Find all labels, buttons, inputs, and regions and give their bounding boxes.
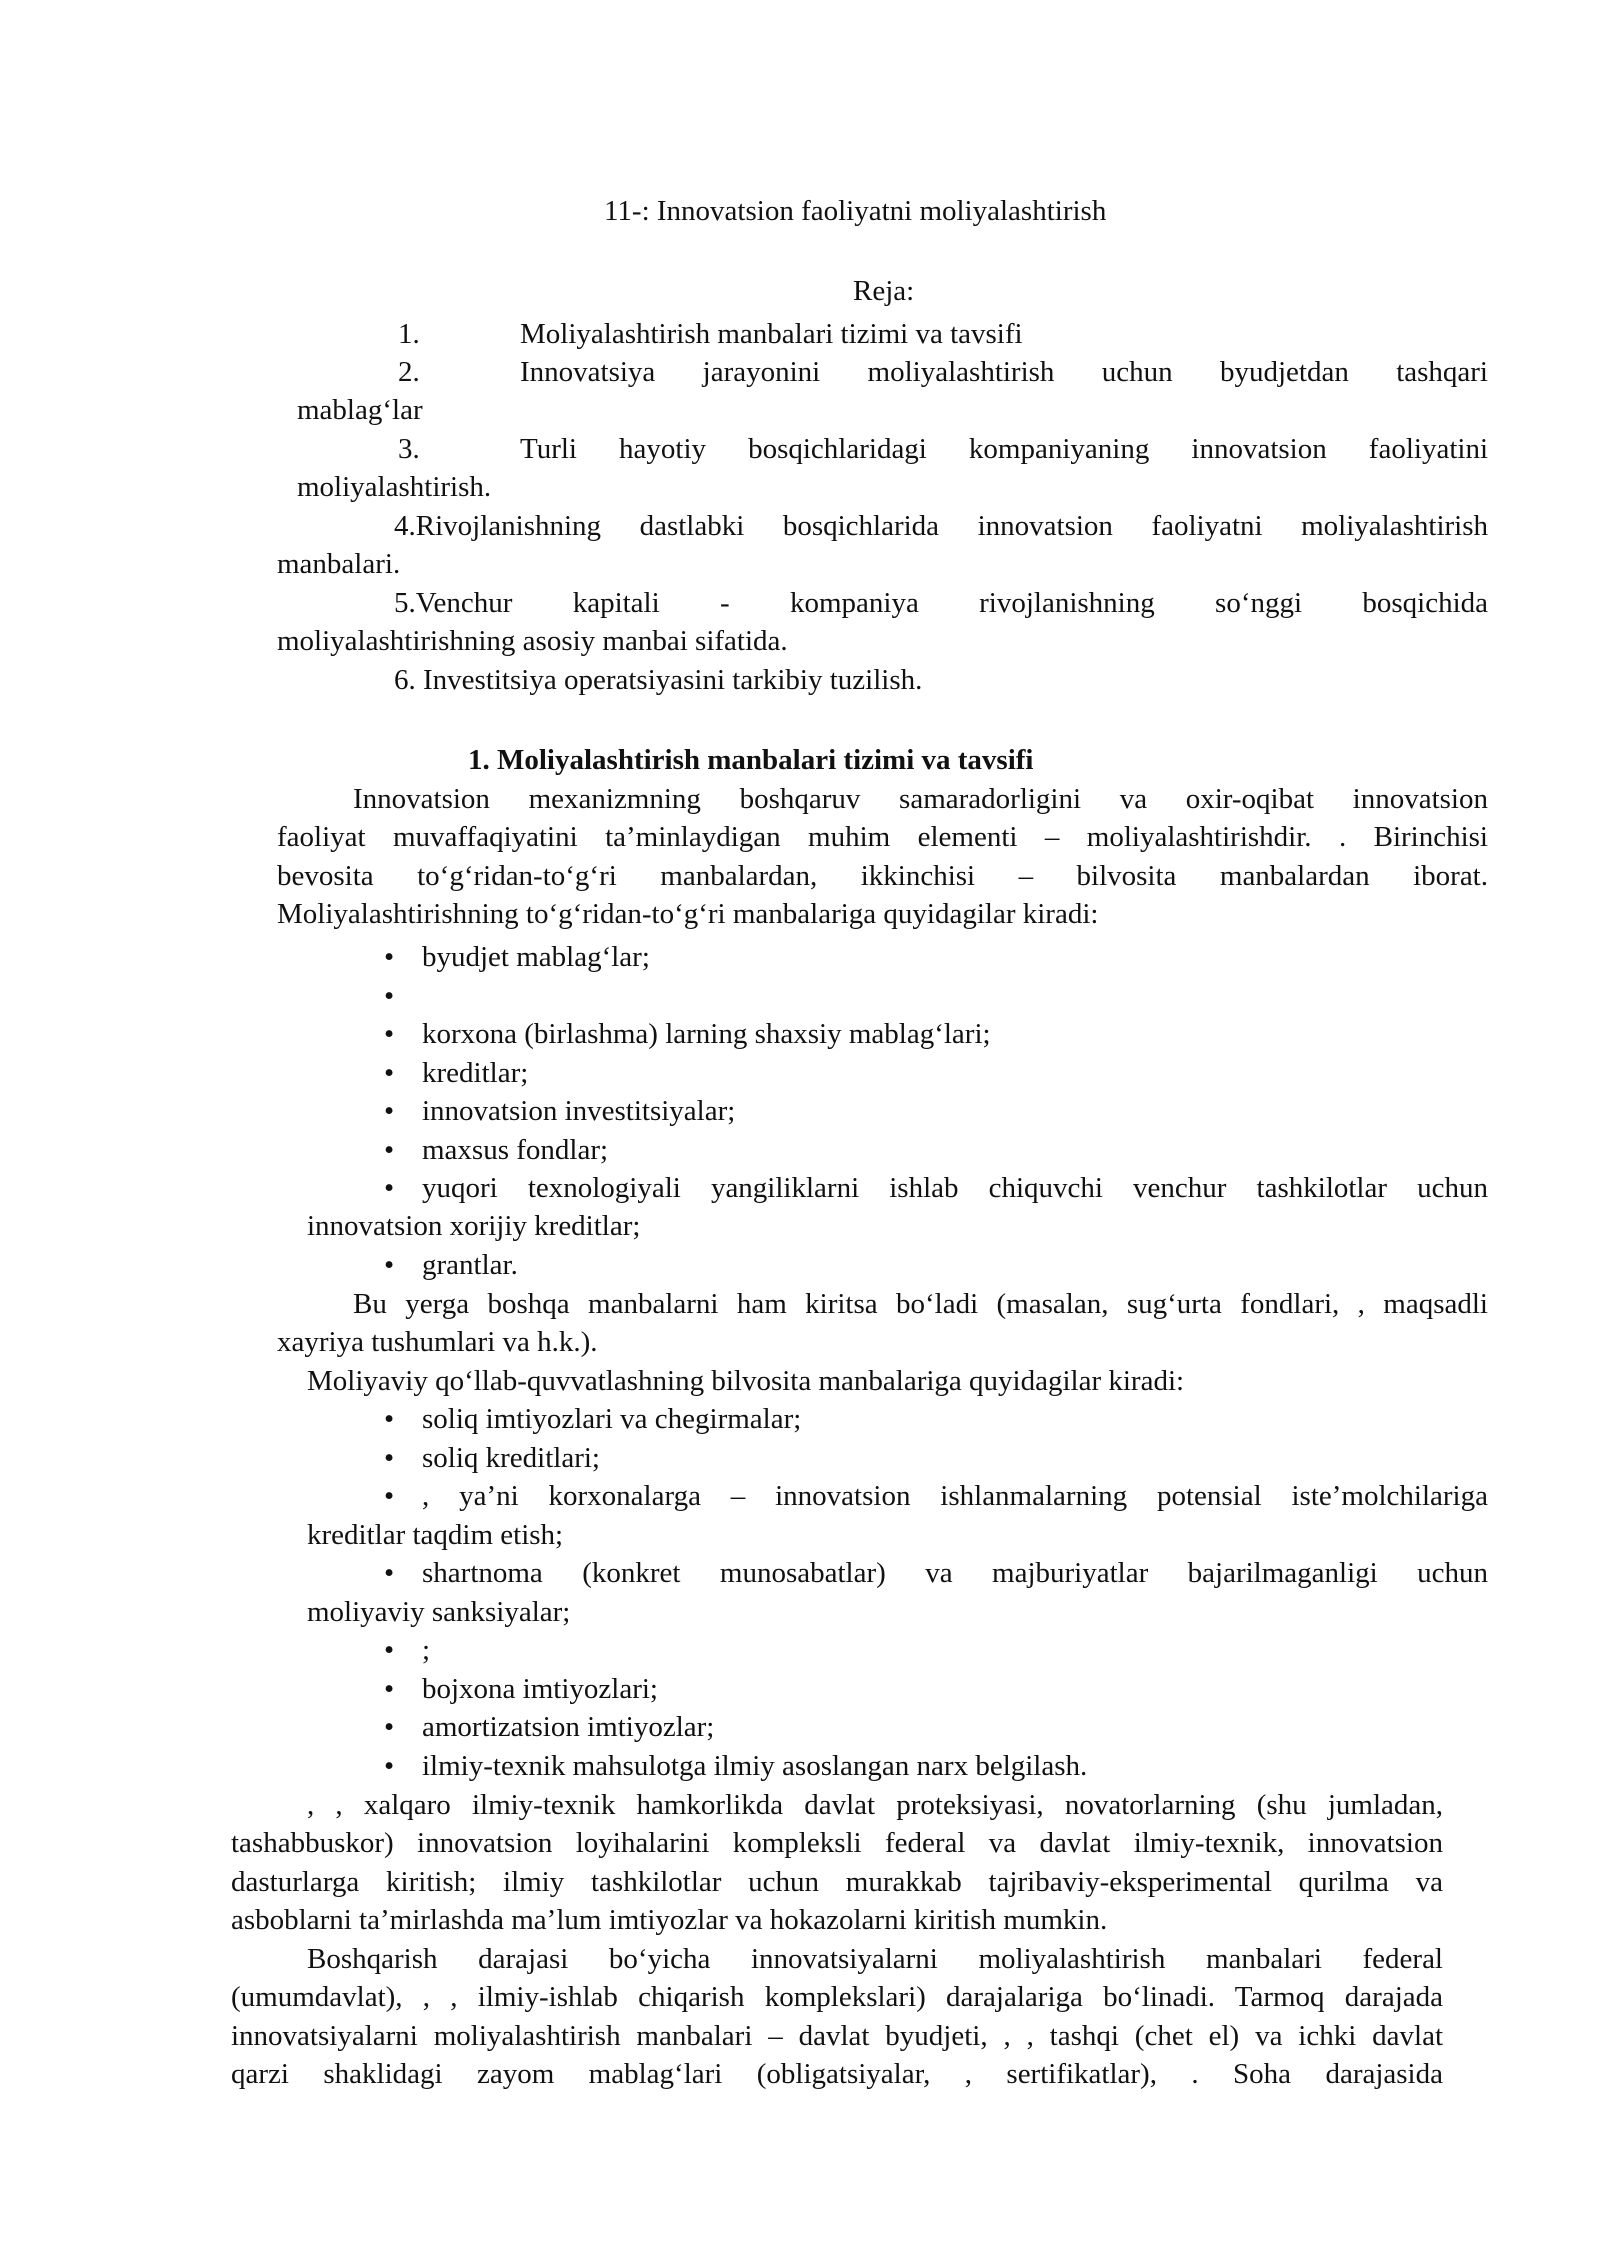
direct-item-7: yuqori texnologiyali yangiliklarni ishlab chiquvchi venchur tashkilotlar uchun: [422, 1172, 1488, 1204]
direct-item-7-cont: innovatsion xorijiy kreditlar;: [307, 1210, 641, 1242]
indirect-item-5: ;: [422, 1634, 431, 1666]
indirect-item-4: shartnoma (konkret munosabatlar) va majburiyatlar bajarilmaganligi uchun: [422, 1557, 1488, 1589]
last-line-4: qarzi shaklidagi zayom mablag‘lari (obligatsiyalar, , sertifikatlar), . Soha darajasida: [231, 2058, 1443, 2090]
plan-number-3: 3.: [398, 433, 420, 465]
bullet-icon: •: [384, 1634, 395, 1666]
direct-item-6: maxsus fondlar;: [422, 1134, 609, 1166]
plan-number-1: 1.: [398, 318, 420, 350]
bullet-icon: •: [384, 1750, 395, 1782]
bullet-icon: •: [384, 941, 395, 973]
plan-item-3-cont: moliyalashtirish.: [297, 471, 492, 503]
direct-item-4: kreditlar;: [422, 1057, 529, 1089]
plan-item-4: 4.Rivojlanishning dastlabki bosqichlarida innovatsion faoliyatni moliyalashtirish: [394, 510, 1488, 542]
plan-item-4-cont: manbalari.: [277, 548, 401, 580]
bullet-icon: •: [384, 1249, 395, 1281]
plan-item-2: Innovatsiya jarayonini moliyalashtirish uchun byudjetdan tashqari: [520, 356, 1488, 388]
bullet-icon: •: [384, 1480, 395, 1512]
plan-item-5-cont: moliyalashtirishning asosiy manbai sifatida.: [277, 625, 788, 657]
last-line-1: Boshqarish darajasi bo‘yicha innovatsiyalarni moliyalashtirish manbalari federal: [307, 1943, 1443, 1975]
plan-item-1: Moliyalashtirish manbalari tizimi va tavsifi: [520, 318, 1023, 350]
direct-item-5: innovatsion investitsiyalar;: [422, 1095, 736, 1127]
section-heading: 1. Moliyalashtirish manbalari tizimi va tavsifi: [468, 744, 1034, 776]
indirect-item-8: ilmiy-texnik mahsulotga ilmiy asoslangan narx belgilash.: [422, 1750, 1088, 1782]
bullet-icon: •: [384, 980, 395, 1012]
plan-item-2-cont: mablag‘lar: [297, 394, 423, 426]
plan-item-5: 5.Venchur kapitali - kompaniya rivojlanishning so‘nggi bosqichida: [394, 587, 1488, 619]
bullet-icon: •: [384, 1134, 395, 1166]
indirect-item-2: soliq kreditlari;: [422, 1442, 600, 1474]
indirect-item-6: bojxona imtiyozlari;: [422, 1673, 658, 1705]
page-title: 11-: Innovatsion faoliyatni moliyalashtirish: [604, 195, 1107, 227]
plan-label: Reja:: [853, 275, 915, 307]
intro-line-1: Innovatsion mexanizmning boshqaruv samaradorligini va oxir-oqibat innovatsion: [353, 783, 1488, 815]
indirect-intro: Moliyaviy qo‘llab-quvvatlashning bilvosita manbalariga quyidagilar kiradi:: [307, 1365, 1185, 1397]
indirect-item-3: , ya’ni korxonalarga – innovatsion ishlanmalarning potensial iste’molchilariga: [422, 1480, 1488, 1512]
indirect-item-4-cont: moliyaviy sanksiyalar;: [307, 1596, 571, 1628]
bullet-icon: •: [384, 1057, 395, 1089]
indirect-item-7: amortizatsion imtiyozlar;: [422, 1711, 715, 1743]
last-line-2: (umumdavlat), , , ilmiy-ishlab chiqarish komplekslari) darajalariga bo‘linadi. Tarmoq darajada: [231, 1981, 1443, 2013]
plan-item-3: Turli hayotiy bosqichlaridagi kompaniyaning innovatsion faoliyatini: [520, 433, 1488, 465]
indirect-item-1: soliq imtiyozlari va chegirmalar;: [422, 1403, 802, 1435]
bullet-icon: •: [384, 1442, 395, 1474]
bullet-icon: •: [384, 1403, 395, 1435]
after-direct-line-1: Bu yerga boshqa manbalarni ham kiritsa bo‘ladi (masalan, sug‘urta fondlari, , maqsadli: [353, 1288, 1488, 1320]
bullet-icon: •: [384, 1557, 395, 1589]
intro-line-3: bevosita to‘g‘ridan-to‘g‘ri manbalardan, ikkinchisi – bilvosita manbalardan iborat.: [277, 860, 1488, 892]
plan-item-6: 6. Investitsiya operatsiyasini tarkibiy tuzilish.: [394, 664, 923, 696]
plan-number-2: 2.: [398, 356, 420, 388]
final-line-2: tashabbuskor) innovatsion loyihalarini kompleksli federal va davlat ilmiy-texnik, innovatsion: [231, 1827, 1443, 1859]
direct-item-8: grantlar.: [422, 1249, 518, 1281]
final-line-1: , , xalqaro ilmiy-texnik hamkorlikda davlat proteksiyasi, novatorlarning (shu jumladan,: [307, 1789, 1443, 1821]
bullet-icon: •: [384, 1018, 395, 1050]
intro-line-4: Moliyalashtirishning to‘g‘ridan-to‘g‘ri manbalariga quyidagilar kiradi:: [277, 898, 1099, 930]
bullet-icon: •: [384, 1172, 395, 1204]
direct-item-3: korxona (birlashma) larning shaxsiy mablag‘lari;: [422, 1018, 991, 1050]
bullet-icon: •: [384, 1095, 395, 1127]
final-line-4: asboblarni ta’mirlashda ma’lum imtiyozlar va hokazolarni kiritish mumkin.: [231, 1904, 1108, 1936]
intro-line-2: faoliyat muvaffaqiyatini ta’minlaydigan muhim elementi – moliyalashtirishdir. . Birinchisi: [277, 821, 1488, 853]
direct-item-1: byudjet mablag‘lar;: [422, 941, 650, 973]
after-direct-line-2: xayriya tushumlari va h.k.).: [277, 1326, 598, 1358]
last-line-3: innovatsiyalarni moliyalashtirish manbalari – davlat byudjeti, , , tashqi (chet el) va ichki davlat: [231, 2020, 1443, 2052]
bullet-icon: •: [384, 1673, 395, 1705]
indirect-item-3-cont: kreditlar taqdim etish;: [307, 1519, 564, 1551]
final-line-3: dasturlarga kiritish; ilmiy tashkilotlar uchun murakkab tajribaviy-eksperimental qurilma va: [231, 1866, 1443, 1898]
bullet-icon: •: [384, 1711, 395, 1743]
